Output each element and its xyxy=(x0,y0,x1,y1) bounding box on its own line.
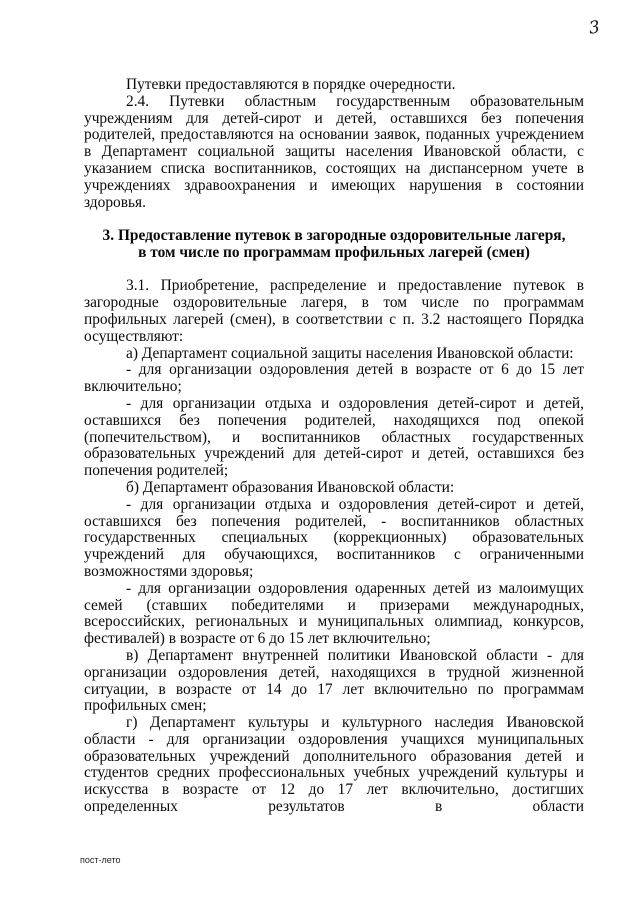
footer-filename: пост-лето xyxy=(80,855,121,865)
section-3-heading xyxy=(84,227,584,261)
paragraph-b-item-1: - для организации отдыха и оздоровления детей-сирот и детей, оставшихся без попечения родителей, - воспитанников областных государственных специальных (коррекционных) образовательных учреждений для обучающихся, воспитанников с ограниченными возможностями здоровья; xyxy=(84,495,584,580)
paragraph-b: б) Департамент образования Ивановской области: xyxy=(126,478,455,496)
paragraph-a: а) Департамент социальной защиты населения Ивановской области: xyxy=(126,344,574,362)
paragraph-3-1: 3.1. Приобретение, распределение и предоставление путевок в загородные оздоровительные лагеря, в том числе по программам профильных лагерей (смен), в соответствии с п. 3.2 настоящего Порядка осуществляют: xyxy=(84,277,584,345)
paragraph-queue: Путевки предоставляются в порядке очередности. xyxy=(126,76,456,93)
section-3-heading-line2: в том числе по программам профильных лагерей (смен) xyxy=(138,244,530,262)
paragraph-b-item-2: - для организации оздоровления одаренных детей из малоимущих семей (ставших победителями и призерами международных, всероссийских, региональных и муниципальных олимпиад, конкурсов, фестивалей) в возрасте от 6 до 15 лет включительно; xyxy=(84,579,584,648)
paragraph-a-item-2: - для организации отдыха и оздоровления детей-сирот и детей, оставшихся без попечения родителей, находящихся под опекой (попечительством), и воспитанников областных государственных образовательных учреждений для детей-сирот и детей, оставшихся без попечения родителей; xyxy=(84,394,584,480)
section-3-heading-line1: 3. Предоставление путевок в загородные оздоровительные лагеря, xyxy=(102,227,566,245)
paragraph-v: в) Департамент внутренней политики Ивановской области - для организации оздоровления детей, находящихся в трудной жизненной ситуации, в возрасте от 14 до 17 лет включительно по программам профильных смен; xyxy=(84,646,584,715)
paragraph-g: г) Департамент культуры и культурного наследия Ивановской области - для организации оздоровления учащихся муниципальных образовательных учреждений дополнительного образования детей и студентов средних профессиональных учебных учреждений культуры и искусства в возрасте от 12 до 17 лет включительно, достигших определенных результатов в области xyxy=(84,714,584,816)
paragraph-2-4: 2.4. Путевки областным государственным образовательным учреждениям для детей-сирот и детей, оставшихся без попечения родителей, предоставляются на основании заявок, поданных учреждением в Департамент социальной защиты населения Ивановской области, с указанием списка воспитанников, состоящих на диспансерном учете в учреждениях здравоохранения и имеющих нарушения в состоянии здоровья. xyxy=(84,92,584,211)
paragraph-a-item-1: - для организации оздоровления детей в возрасте от 6 до 15 лет включительно; xyxy=(84,361,584,396)
document-body xyxy=(84,77,584,816)
page-number: 3 xyxy=(587,17,602,39)
